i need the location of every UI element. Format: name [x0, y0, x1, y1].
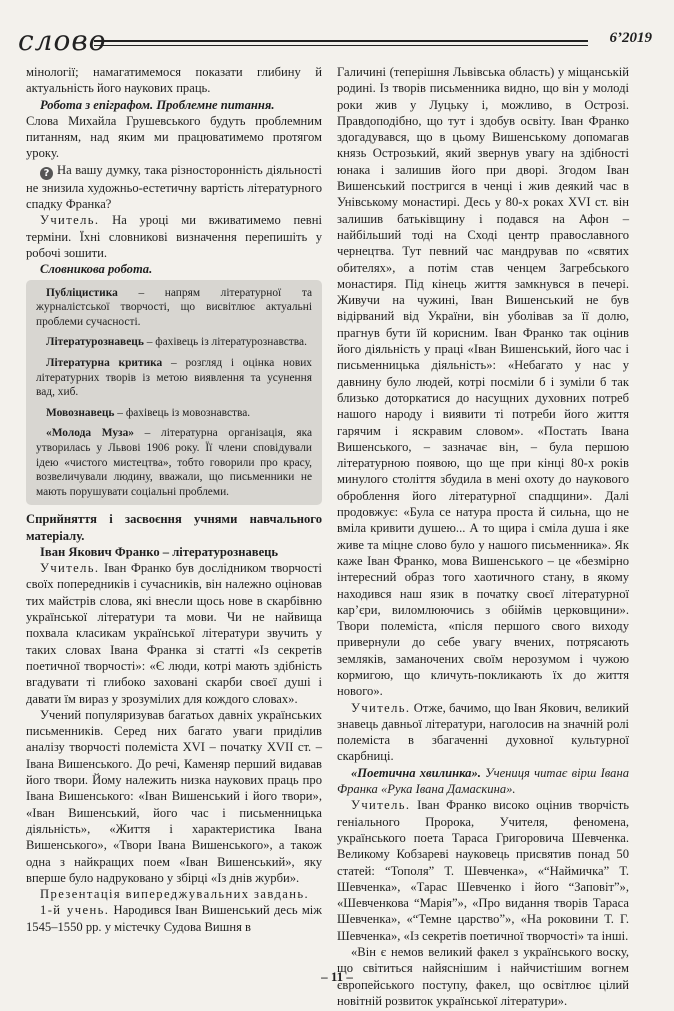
speaker-label: 1-й учень.	[40, 903, 110, 918]
vocab-entry	[36, 335, 312, 350]
vocab-definition: – літературна організація, яка утворилась у Львові 1906 року. Її члени сповідували ідею «чистого мистецтва», тобто говорили про красу, возвеличували людину, вважали, що письменники не мають порушувати соціальні проблеми.	[36, 427, 313, 498]
speaker-label: Учитель.	[351, 798, 411, 813]
teacher-text: Іван Франко був дослідником творчості своїх попередників і сучасників, він належно оціновав тих майстрів слова, які внесли щось нове в скарбівню української літератури та мови. Чи не найвища похвала класикам української літератури звучить у таких словах Івана Франка зі статті «Із секретів поетичної творчості»: «Є люди, котрі мають здібність вгадувати ті глибоко заховані скарби своєї душі і давати їм вираз у зрозумілих для кождого словах».	[26, 561, 322, 706]
presentation-heading: Презентація випереджувальних завдань.	[40, 887, 310, 902]
teacher-paragraph	[26, 212, 322, 261]
student-paragraph	[26, 902, 322, 935]
vocab-entry	[36, 286, 312, 330]
page-number: – 11 –	[321, 969, 353, 984]
header-rule	[94, 40, 588, 46]
vocabulary-box	[26, 280, 322, 506]
paragraph: мінології; намагатимемося показати глибину й актуальність його наукових праць.	[26, 65, 322, 96]
student-text: Народився Іван Вишенський десь між 1545–1550 рр. у містечку Судова Вишня в	[26, 903, 322, 934]
page-header	[18, 26, 652, 60]
speaker-label: Учитель.	[351, 700, 411, 715]
vocab-entry	[36, 406, 312, 421]
vocab-definition: – напрям літературної та журналістської творчості, що висвітлює актуальні проблеми сучасності.	[36, 286, 312, 328]
section-heading: Сприйняття і засвоєння учнями навчального матеріалу.	[26, 512, 322, 543]
vocab-definition: – розгляд і оцінка нових літературних творів із метою виявлення та усунення вад, хиб.	[36, 356, 312, 399]
question-icon: ?	[40, 167, 53, 180]
issue-number: 6’2019	[609, 30, 652, 46]
magazine-logo: слово	[18, 24, 107, 57]
paragraph: Учений популяризував багатьох давніх українських письменників. Серед них багато уваги приділив аналізу творчості полеміста XVI – початку XVII ст. – Івана Вишенського. До речі, Каменяр перший видавав його твори. Йому належить низка наукових праць про Івана Вишенського: «Іван Вишенський і його твори», «Іван Вишенський, його час і письменницька діяльність», «Життя і характеристика Івана Вишенського», «Твори Івана Вишенського», а також одна з найкращих поем «Іван Вишенський», яку вперше було надруковано у збірці «Із днів журби».	[26, 707, 322, 885]
vocab-term: Літературознавець	[46, 336, 144, 349]
vocab-term: Публіцистика	[46, 286, 118, 299]
paragraph: Галичині (теперішня Львівська область) у міщанській родині. Із творів письменника видно, що він у молоді роки жив у Луцьку і, можливо, в Острозі. Правдоподібно, що тут і здобув освіту. Іван Франко здогадувався, що в цьому Вишенському допомагав князь Острозький, який звернув увагу на здібності юнака і залишив його при дворі. Згодом Іван Вишенський постригся в ченці і жив деякий час в Унівському монастирі. Десь у 80-х роках XVI ст. він залишив батьківщину і подався на Афон – найбільший тоді на Сході центр православного чернецтва. Тут певний час мандрував по «святих обителях», а потім став ченцем Загребського монастиря. Під кінець життя замкнувся в печері. Живучи на чужині, Іван Вишенський не був відірваний від України, він уболівав за її долю, прагнув бути їй корисним. Іван Франко так оцінив його діяльність у праці «Іван Вишенський, його час і письменницька діяльність»: «Небагато у нас у давнину було людей, котрі посміли б і зуміли б так близько доторкатися до насущних духовних потреб нашого народу і виявити ті потреби його життя гарячим і яскравим словом». «Постать Івана Вишенського, – зазначає він, – була першою літературною появою, що ще при кінці 80-х років минулого століття збудила в мені охоту до наукового оброблення його літературної спадщини». Далі продовжує: «Була се натура проста й сильна, що не вміла кривити душею... А то щира і сміла душа і яке живе та міцне слово було у нашого письменника». Як каже Іван Франко, мова Вишенського – це «безмірно інтересний образ того хаотичного стану, в якому находився наш язик в початку своєї літературної кар’єри, виломлюючись з обіймів церковщини». Твори полеміста, «після першого свого виходу привернули до себе увагу вчених, потрясають земляків, заманочених своїм нерозумом і чужою кормигою, що кличуть-покликають їх до життя нового».	[337, 65, 629, 699]
poetic-paragraph	[337, 765, 629, 798]
subheading: Іван Якович Франко – літературознавець	[40, 544, 279, 559]
paragraph: Слова Михайла Грушевського будуть проблемним питанням, над яким ми працюватимемо протягом уроку.	[26, 113, 322, 161]
vocab-heading: Словникова робота.	[40, 262, 153, 277]
teacher-paragraph	[337, 700, 629, 765]
vocab-term: «Молода Муза»	[46, 427, 134, 440]
vocab-definition: – фахівець із мовознавства.	[114, 406, 251, 419]
question-paragraph	[26, 162, 322, 213]
teacher-text: Отже, бачимо, що Іван Якович, великий знавець давньої літератури, наголосив на значній ролі полеміста в збагаченні духовної культурної скарбниці.	[337, 700, 629, 764]
vocab-definition: – фахівець із літературознавства.	[143, 336, 307, 349]
teacher-text: На уроці ми вживатимемо певні терміни. Їхні словникові визначення перепишіть у робочі зошити.	[26, 213, 322, 260]
right-column	[337, 64, 629, 1009]
vocab-term: Мовознавець	[46, 406, 115, 419]
poetic-title: «Поетична хвилинка».	[351, 765, 481, 780]
left-column	[26, 64, 322, 935]
speaker-label: Учитель.	[40, 213, 100, 228]
quote-paragraph: «Він є немов великий факел з українського воску, що світиться найяснішим і найчистішим вогнем європейського поступу, факел, що освітлює цілий новітній розвиток української літератури».	[337, 945, 629, 1008]
vocab-entry	[36, 356, 312, 400]
vocab-term: Літературна критика	[46, 356, 163, 369]
vocab-entry	[36, 426, 312, 499]
speaker-label: Учитель.	[40, 561, 100, 576]
teacher-paragraph	[337, 797, 629, 944]
teacher-text: Іван Франко високо оцінив творчість геніального Пророка, Учителя, феномена, українського поета Тараса Григоровича Шевченка. Великому Кобзареві науковець присвятив понад 50 статей: “Тополя” Т. Шевченка», «“Наймичка” Т. Шевченка», «Тарас Шевченко і його “Заповіт”», «Шевченкова “Марія”», «Про видання творів Тараса Шевченка», «“Темне царство”», «На роковини Т. Г. Шевченка», «Із секретів поетичної творчості» та інші.	[337, 798, 629, 943]
question-text: На вашу думку, така різносторонність діяльності не знизила художньо-естетичну вартість літературного спадку Франка?	[26, 162, 322, 212]
epigraph-heading: Робота з епіграфом. Проблемне питання.	[40, 97, 275, 112]
teacher-paragraph	[26, 560, 322, 707]
poetic-text: Учениця читає вірш Івана Франка «Рука Івана Дамаскина».	[337, 765, 629, 797]
